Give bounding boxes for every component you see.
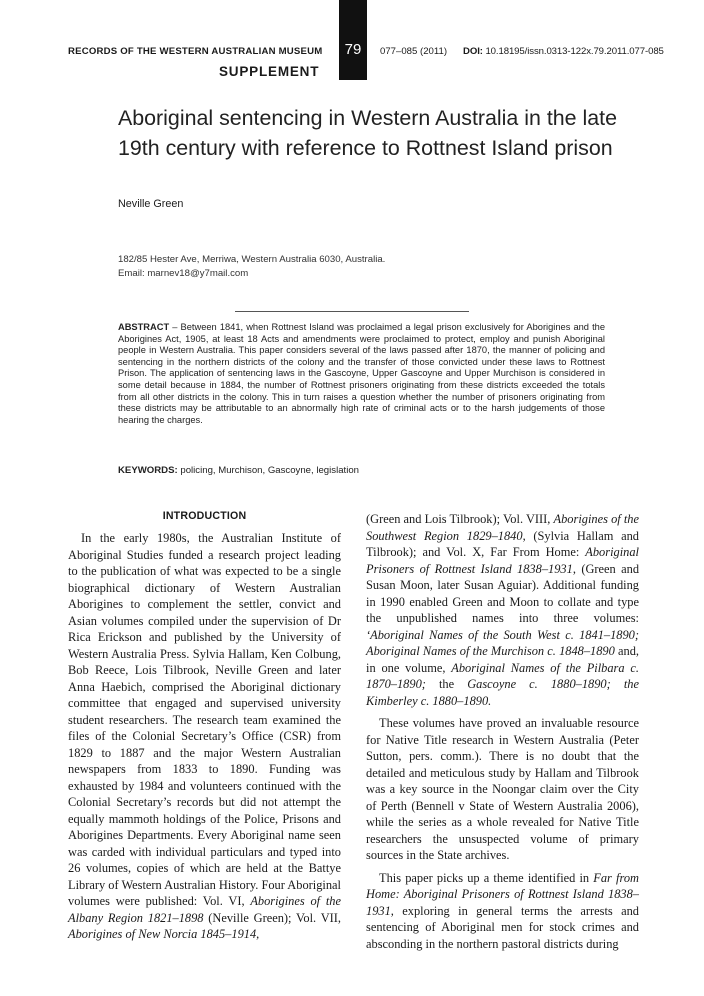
italic-title: Aboriginal Names of the Pilbara c. 1870–1890; bbox=[366, 660, 639, 691]
supplement-label: SUPPLEMENT bbox=[219, 64, 320, 79]
abstract-label: ABSTRACT bbox=[118, 322, 170, 332]
italic-title: Aborigines of the Albany Region 1821–1898 bbox=[68, 894, 341, 925]
italic-title: Far from Home: Aboriginal Prisoners of Rottnest Island 1838–1931, bbox=[366, 870, 639, 918]
paragraph-text: , (Green and Susan Moon, later Susan Aguiar). Additional funding in 1990 enabled Green and Moon to collate and type the unpublished names into three volumes: bbox=[366, 561, 640, 625]
doi-value: 10.18195/issn.0313-122x.79.2011.077-085 bbox=[485, 46, 664, 57]
body-column-right bbox=[366, 511, 639, 952]
doi bbox=[463, 46, 664, 57]
affiliation-block bbox=[118, 253, 385, 281]
italic-title: Aboriginal Prisoners of Rottnest Island 1838–1931 bbox=[366, 545, 639, 576]
author-email: Email: marnev18@y7mail.com bbox=[118, 268, 249, 279]
paragraph-text: the bbox=[425, 677, 468, 691]
article-title: Aboriginal sentencing in Western Australia in the late 19th century with reference to Rottnest Island prison bbox=[118, 106, 618, 160]
journal-name: RECORDS OF THE WESTERN AUSTRALIAN MUSEUM bbox=[68, 46, 323, 57]
abstract bbox=[118, 322, 605, 426]
italic-title: Gascoyne c. 1880–1890; the Kimberley c. 1880–1890. bbox=[366, 677, 639, 708]
page-number: 79 bbox=[344, 41, 362, 58]
italic-title: ‘Aboriginal Names of the South West c. 1841–1890; Aboriginal Names of the Murchison c. 1848–1890 bbox=[366, 627, 639, 658]
author-name: Neville Green bbox=[118, 198, 184, 210]
paragraph-text: This paper picks up a theme identified in bbox=[379, 870, 594, 885]
abstract-text: – Between 1841, when Rottnest Island was proclaimed a legal prison exclusively for Aborigines and the Aborigines Act, 1905, at least 18 Acts and amendments were proclaimed to protect, employ and punish Aboriginal people in Western Australia. This paper considers several of the laws passed after 1870, the manner of policing and sentencing in the northern districts of the colony and the transfer of those convicted under these laws to Rottnest Prison. The application of sentencing laws in the Gascoyne, Upper Gascoyne and Upper Murchison is considered in some detail because in 1884, the number of Rottnest prisoners originating from these districts exceeded the totals from all other districts in the colony. This in turn raises a question whether the number of prisoners originating from these districts may be attributable to an abnormally high rate of criminal acts or to the harsh judgements of those hearing the charges. bbox=[118, 322, 605, 425]
divider-rule bbox=[235, 311, 469, 312]
italic-title: Aborigines of the Southwest Region 1829–1840 bbox=[366, 512, 639, 543]
keywords-label: KEYWORDS: bbox=[118, 465, 178, 476]
page-number-box bbox=[339, 0, 367, 80]
italic-title: Aborigines of New Norcia 1845–1914, bbox=[68, 927, 260, 941]
paragraph-text: In the early 1980s, the Australian Institute of Aboriginal Studies funded a research project leading to the publication of what was expected to be a single biographical dictionary of Western Australian Aborigines to complement the settler, convict and Asian volumes compiled under the supervision of Dr Rica Erickson and published by the University of Western Australia Press. Sylvia Hallam, Ken Colbung, Bob Reece, Lois Tilbrook, Neville Green and later Anna Haebich, comprised the Aboriginal dictionary committee that engaged and supervised university student researchers. The research team examined the files of the Colonial Secretary’s Office (CSR) from 1829 to 1887 and the major Western Australian newspapers from 1833 to 1890. Funding was exhausted by 1984 and volunteers continued with the Colonial Secretary’s records but did not attempt the equally mammoth holdings of the Police, Prisons and Aborigines Departments. Every Aboriginal name seen was carded with individual particulars and typed into 26 volumes, copies of which are held at the Battye Library of Western Australian History. Four Aboriginal volumes were published: Vol. VI, bbox=[68, 531, 341, 908]
paragraph-text: exploring in general terms the arrests and sentencing of Aboriginal men for stock crimes and absconding in the northern pastoral districts during bbox=[366, 903, 639, 951]
affiliation-address: 182/85 Hester Ave, Merriwa, Western Australia 6030, Australia. bbox=[118, 254, 386, 265]
body-paragraph bbox=[68, 530, 341, 943]
body-paragraph bbox=[366, 870, 639, 953]
paragraph-text: (Neville Green); Vol. VII, bbox=[203, 910, 341, 925]
paragraph-text: and, in one volume, bbox=[366, 644, 639, 675]
body-column-left bbox=[68, 530, 341, 943]
keywords bbox=[118, 465, 359, 476]
section-heading-introduction: INTRODUCTION bbox=[162, 510, 247, 522]
keywords-text: policing, Murchison, Gascoyne, legislation bbox=[177, 465, 360, 476]
paragraph-text: (Green and Lois Tilbrook); Vol. VIII, bbox=[366, 512, 554, 526]
doi-label: DOI: bbox=[463, 46, 483, 57]
body-paragraph bbox=[366, 511, 639, 709]
paragraph-text: , (Sylvia Hallam and Tilbrook); and Vol. X, Far From Home: bbox=[366, 528, 639, 559]
page-range: 077–085 (2011) bbox=[380, 46, 448, 57]
body-paragraph: These volumes have proved an invaluable resource for Native Title research in Western Australia (Peter Sutton, pers. comm.). There is no doubt that the detailed and meticulous study by Hallam and Tilbrook was a key source in the Noongar claim over the City of Perth (Bennell v State of Western Australia 2006), while the series as a whole revealed for Native Title researchers the unsuspected volume of primary sources in the State archives. bbox=[366, 716, 639, 862]
